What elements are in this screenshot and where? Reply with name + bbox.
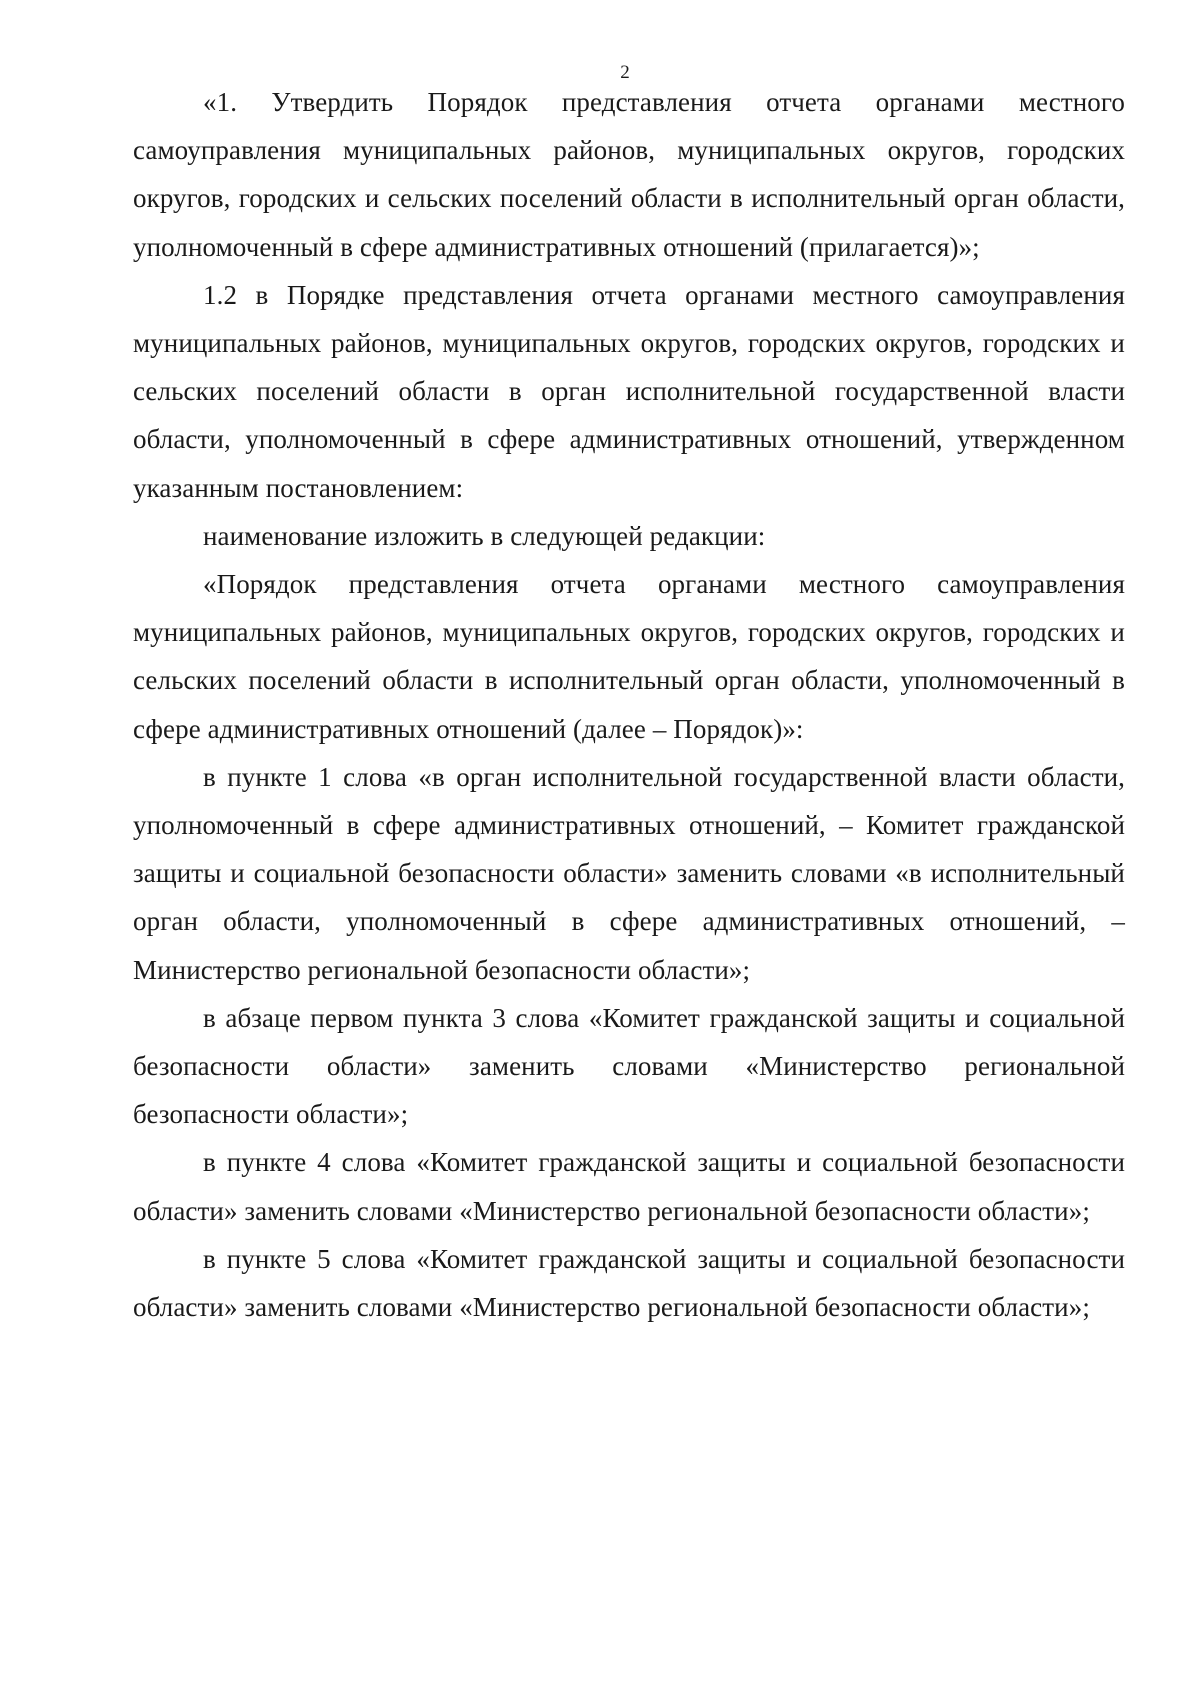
paragraph-item-4: в пункте 4 слова «Комитет гражданской защиты и социальной безопасности области» заменить словами «Министерство региональной безопасности области»; [133,1147,1125,1226]
page-number: 2 [620,62,630,83]
paragraph-title-wording: наименование изложить в следующей редакции: [203,520,766,551]
paragraph-item-1: в пункте 1 слова «в орган исполнительной государственной власти области, уполномоченный в сфере административных отношений, – Комитет гражданской защиты и социальной безопасности области» заменить словами «в исполнительный орган области, уполномоченный в сфере административных отношений, – Министерство региональной безопасности области»; [133,761,1125,985]
paragraph-item-5: в пункте 5 слова «Комитет гражданской защиты и социальной безопасности области» заменить словами «Министерство региональной безопасности области»; [133,1243,1125,1323]
paragraph-approve-procedure: «1. Утвердить Порядок представления отчета органами местного самоуправления муниципальных районов, муниципальных округов, городских округов, городских и сельских поселений области в исполнительный орган области, уполномоченный в сфере административных отношений (прилагается)»; [133,87,1125,262]
paragraph-amend-procedure: 1.2 в Порядке представления отчета органами местного самоуправления муниципальных районов, муниципальных округов, городских округов, городских и сельских поселений области в орган исполнительной государственной власти области, уполномоченный в сфере административных отношений, утвержденном указанным постановлением: [133,279,1125,503]
paragraph-item-3: в абзаце первом пункта 3 слова «Комитет гражданской защиты и социальной безопасности области» заменить словами «Министерство региональной безопасности области»; [133,1002,1125,1130]
paragraph-new-title: «Порядок представления отчета органами местного самоуправления муниципальных районов, муниципальных округов, городских округов, городских и сельских поселений области в исполнительный орган области, уполномоченный в сфере административных отношений (далее – Порядок)»: [133,569,1125,744]
document-body [133,78,1125,1331]
